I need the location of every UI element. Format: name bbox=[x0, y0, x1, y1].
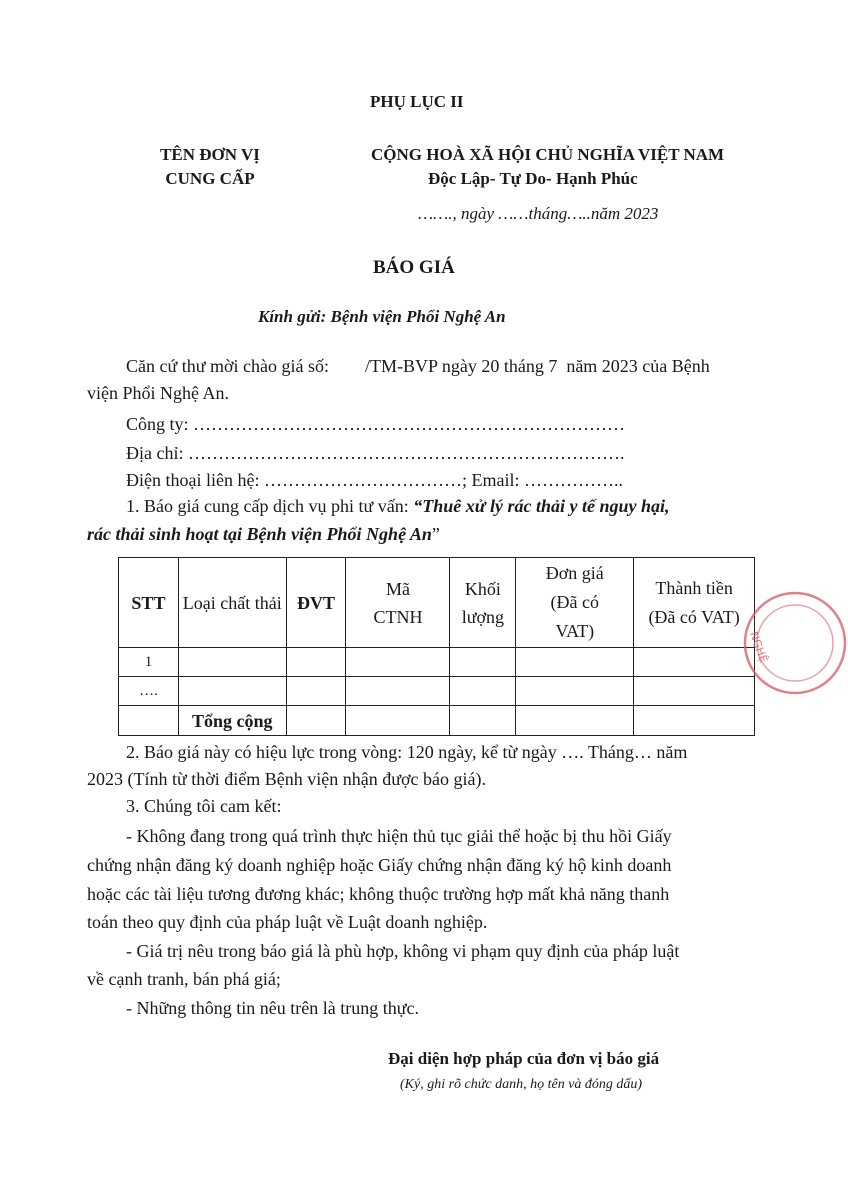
cell-total-amount bbox=[634, 706, 755, 736]
company-line: Công ty: ……………………………………………………………… bbox=[126, 414, 626, 434]
cell-stt: 1 bbox=[119, 648, 179, 677]
table-total-row bbox=[119, 706, 755, 736]
header-waste-type: Loại chất thải bbox=[178, 558, 286, 648]
header-waste-code: Mã CTNH bbox=[346, 558, 450, 648]
motto: Độc Lập- Tự Do- Hạnh Phúc bbox=[428, 169, 638, 188]
phone-email-line: Điện thoại liên hệ: ……………………………; Email: …………….. bbox=[126, 470, 623, 490]
cell-waste-code bbox=[346, 648, 450, 677]
address-line: Địa chỉ: ………………………………………………………………. bbox=[126, 443, 625, 463]
cell-waste-code bbox=[346, 706, 450, 736]
header-unit: ĐVT bbox=[286, 558, 346, 648]
item1-prefix: 1. Báo giá cung cấp dịch vụ phi tư vấn: bbox=[126, 496, 414, 516]
table-header-row bbox=[119, 558, 755, 648]
cell-waste-code bbox=[346, 677, 450, 706]
table-row bbox=[119, 677, 755, 706]
item2-line1: 2. Báo giá này có hiệu lực trong vòng: 120 ngày, kể từ ngày …. Tháng… năm bbox=[126, 742, 688, 762]
cell-stt bbox=[119, 706, 179, 736]
cell-total-amount bbox=[634, 648, 755, 677]
header-unit-price: Đơn giá (Đã có VAT) bbox=[516, 558, 634, 648]
header-quantity: Khối lượng bbox=[450, 558, 516, 648]
commitment2-line2: về cạnh tranh, bán phá giá; bbox=[87, 969, 281, 989]
document-title: BÁO GIÁ bbox=[373, 257, 455, 278]
cell-stt: …. bbox=[119, 677, 179, 706]
supplier-name-line2: CUNG CẤP bbox=[165, 169, 255, 188]
cell-unit bbox=[286, 706, 346, 736]
cell-quantity bbox=[450, 677, 516, 706]
basis-line2: viện Phổi Nghệ An. bbox=[87, 383, 229, 403]
commitment1-line4: toán theo quy định của pháp luật về Luật doanh nghiệp. bbox=[87, 912, 488, 932]
svg-text:NGHỆ: NGHỆ bbox=[746, 629, 771, 665]
date-line: ……., ngày ……tháng…..năm 2023 bbox=[418, 204, 659, 223]
cell-unit bbox=[286, 648, 346, 677]
table-row bbox=[119, 648, 755, 677]
cell-total-amount bbox=[634, 677, 755, 706]
quote-table bbox=[118, 557, 755, 736]
country-title: CỘNG HOÀ XÃ HỘI CHỦ NGHĨA VIỆT NAM bbox=[371, 145, 725, 164]
item1-service-name-part1: “Thuê xử lý rác thải y tế nguy hại, bbox=[413, 496, 670, 516]
cell-unit-price bbox=[516, 706, 634, 736]
recipient-line: Kính gửi: Bệnh viện Phổi Nghệ An bbox=[258, 307, 506, 326]
signature-title: Đại diện hợp pháp của đơn vị báo giá bbox=[388, 1049, 660, 1068]
header-total-amount: Thành tiền (Đã có VAT) bbox=[634, 558, 755, 648]
item1-suffix: ” bbox=[431, 524, 440, 544]
cell-unit-price bbox=[516, 648, 634, 677]
cell-unit bbox=[286, 677, 346, 706]
item1-line2 bbox=[87, 524, 440, 545]
cell-total-label: Tổng cộng bbox=[178, 706, 286, 736]
cell-quantity bbox=[450, 706, 516, 736]
appendix-title: PHỤ LỤC II bbox=[370, 92, 464, 111]
signature-note: (Ký, ghi rõ chức danh, họ tên và đóng dấu) bbox=[400, 1077, 643, 1092]
commitment1-line2: chứng nhận đăng ký doanh nghiệp hoặc Giấy chứng nhận đăng ký hộ kinh doanh bbox=[87, 855, 672, 875]
item2-line2: 2023 (Tính từ thời điểm Bệnh viện nhận được báo giá). bbox=[87, 769, 486, 789]
item3-heading: 3. Chúng tôi cam kết: bbox=[126, 796, 282, 816]
header-stt: STT bbox=[119, 558, 179, 648]
commitment2-line1: - Giá trị nêu trong báo giá là phù hợp, không vi phạm quy định của pháp luật bbox=[126, 941, 680, 961]
commitment3: - Những thông tin nêu trên là trung thực. bbox=[126, 998, 419, 1018]
cell-waste-type bbox=[178, 648, 286, 677]
cell-waste-type bbox=[178, 677, 286, 706]
item1-line1 bbox=[126, 496, 670, 517]
supplier-name-line1: TÊN ĐƠN VỊ bbox=[160, 145, 260, 164]
commitment1-line3: hoặc các tài liệu tương đương khác; không thuộc trường hợp mất khả năng thanh bbox=[87, 884, 670, 904]
company-stamp-image bbox=[740, 588, 848, 698]
cell-quantity bbox=[450, 648, 516, 677]
commitment1-line1: - Không đang trong quá trình thực hiện thủ tục giải thể hoặc bị thu hồi Giấy bbox=[126, 826, 672, 846]
item1-service-name-part2: rác thải sinh hoạt tại Bệnh viện Phổi Nghệ An bbox=[87, 524, 432, 544]
cell-unit-price bbox=[516, 677, 634, 706]
basis-line1: Căn cứ thư mời chào giá số: /TM-BVP ngày 20 tháng 7 năm 2023 của Bệnh bbox=[126, 356, 710, 376]
